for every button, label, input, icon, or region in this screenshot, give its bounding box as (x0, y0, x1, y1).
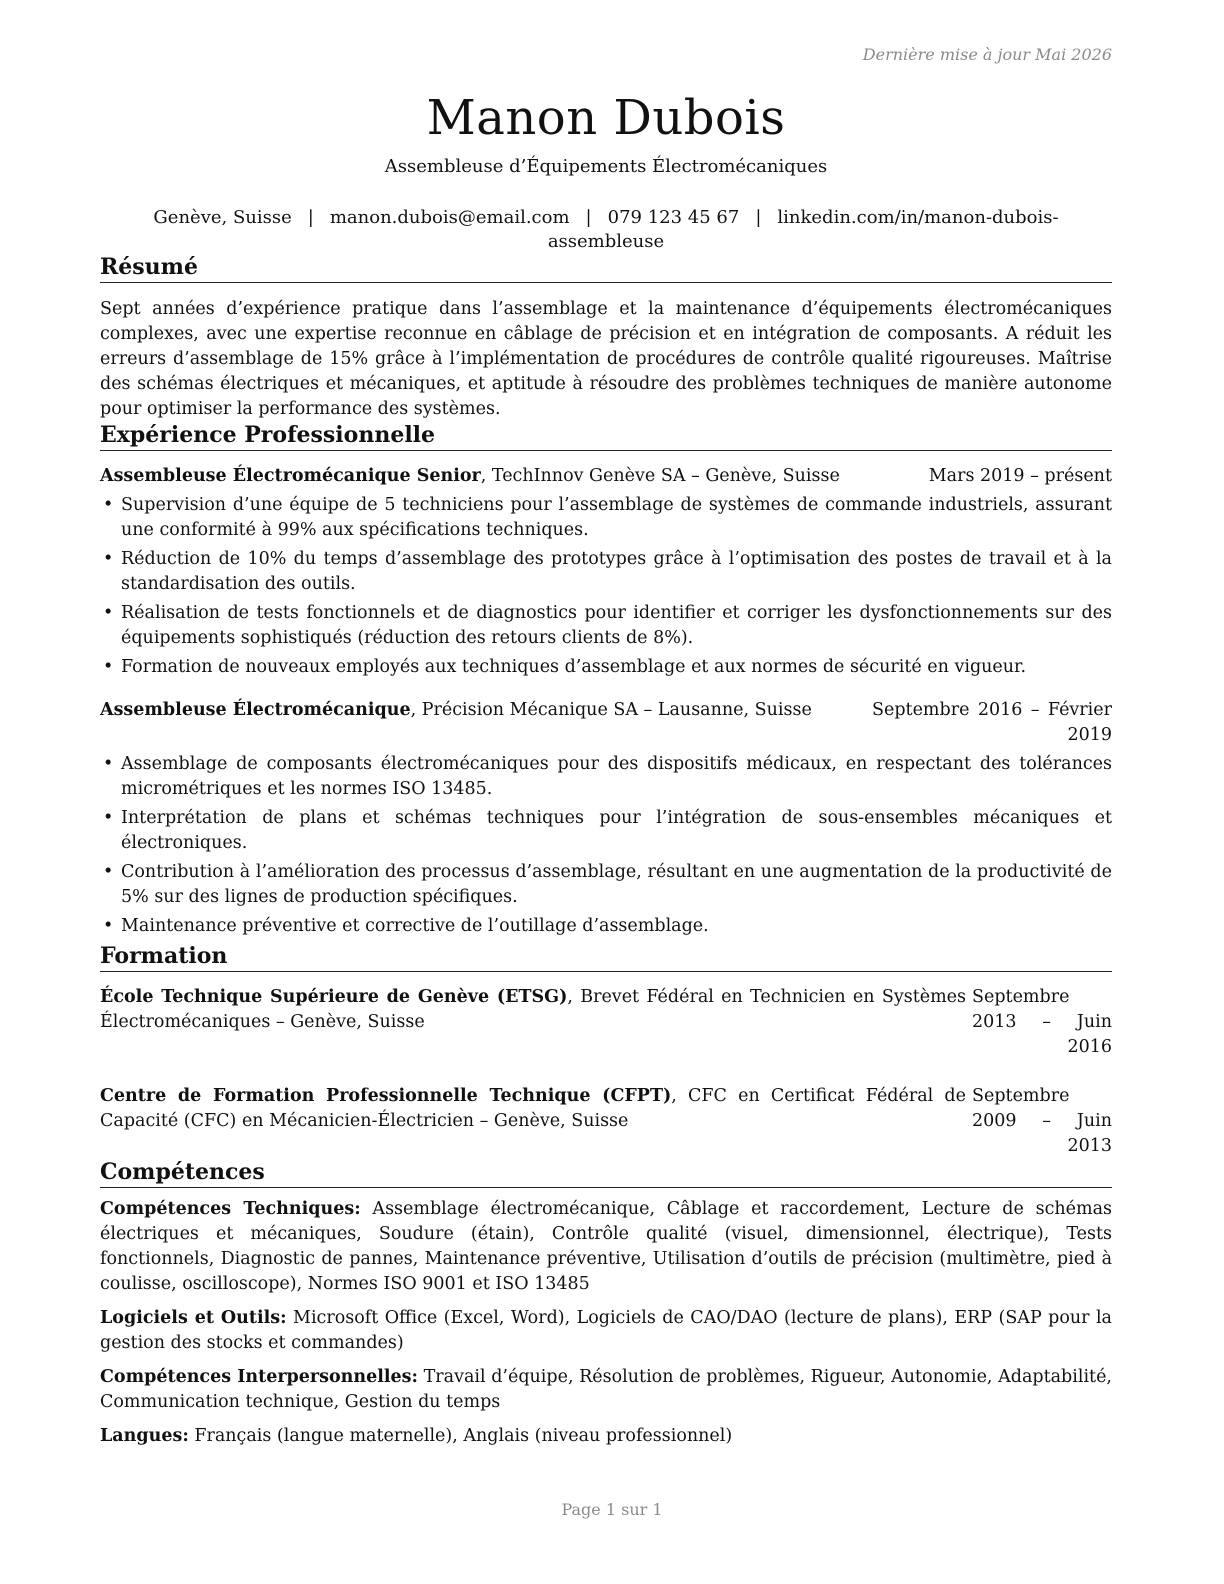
job-dates: Mars 2019 – présent (928, 466, 1112, 486)
job-company: , Précision Mécanique SA – Lausanne, Suisse (410, 700, 812, 720)
bullet-dot: • (103, 549, 114, 569)
section-heading-education: Formation (100, 943, 1112, 972)
bullet-dot: • (103, 603, 114, 623)
job-header (100, 698, 1112, 748)
job-dates: Septembre 2016 – Février 2019 (872, 700, 1112, 745)
skill-text: Français (langue maternelle), Anglais (niveau professionnel) (188, 1426, 733, 1446)
education-entry (100, 1084, 1112, 1159)
job-company: , TechInnov Genève SA – Genève, Suisse (480, 466, 840, 486)
bullet-item: • Assemblage de composants électromécaniques pour des dispositifs médicaux, en respectant des tolérances micrométriques et les normes ISO 13485. (103, 754, 1112, 799)
bullet-dot: • (103, 808, 114, 828)
bullet-item: • Contribution à l’amélioration des processus d’assemblage, résultant en une augmentation de la productivité de 5% sur des lignes de production spécifiques. (103, 862, 1112, 907)
bullet-item: • Formation de nouveaux employés aux techniques d’assemblage et aux normes de sécurité en vigueur. (100, 655, 1112, 680)
school-name: École Technique Supérieure de Genève (ETSG) (100, 987, 568, 1007)
contact-line (100, 206, 1112, 254)
skill-label: Compétences Interpersonnelles: (100, 1367, 418, 1387)
bullet-dot: • (103, 862, 114, 882)
skill-text: Assemblage électromécanique, Câblage et raccordement, Lecture de schémas électriques et mécaniques, Soudure (étain), Contrôle qualité (visuel, dimensionnel, électrique), Tests fonctionnels, Diagnostic de pannes, Maintenance préventive, Utilisation d’outils de précision (multimètre, pied à coulisse, oscilloscope), Normes ISO 9001 et ISO 13485 (100, 1199, 1113, 1294)
section-heading-experience: Expérience Professionnelle (100, 422, 1112, 451)
phone: 079 123 45 67 (607, 207, 740, 228)
bullet-item: • Interprétation de plans et schémas techniques pour l’intégration de sous-ensembles mécaniques et électroniques. (103, 808, 1112, 853)
degree-detail: , CFC en Certificat Fédéral de Capacité (CFC) en Mécanicien-Électricien – Genève, Suisse (100, 1086, 966, 1131)
location: Genève, Suisse (153, 207, 292, 228)
separator: | (307, 207, 314, 228)
section-heading-skills: Compétences (100, 1159, 1112, 1188)
education-dates: Septembre 2009 – Juin 2013 (972, 1086, 1112, 1156)
bullet-item: • Réalisation de tests fonctionnels et de diagnostics pour identifier et corriger les dysfonctionnements sur des équipements sophistiqués (réduction des retours clients de 8%). (103, 603, 1112, 648)
separator: | (755, 207, 762, 228)
linkedin-link[interactable]: linkedin.com/in/manon-dubois-assembleuse (547, 207, 1059, 252)
email-link[interactable]: manon.dubois@email.com (329, 207, 570, 228)
education-dates: Septembre 2013 – Juin 2016 (972, 987, 1112, 1057)
bullet-dot: • (103, 754, 114, 774)
job-entry (100, 698, 1112, 939)
candidate-name: Manon Dubois (426, 90, 786, 146)
bullet-item: • Maintenance préventive et corrective de l’outillage d’assemblage. (100, 914, 1112, 939)
bullet-dot: • (103, 657, 114, 677)
job-role: Assembleuse Électromécanique (100, 700, 411, 720)
skill-group-software (100, 1306, 1112, 1356)
bullet-dot: • (103, 916, 114, 936)
resume-text: Sept années d’expérience pratique dans l’assemblage et la maintenance d’équipements électromécaniques complexes, avec une expertise reconnue en câblage de précision et en intégration de composants. A réduit les erreurs d’assemblage de 15% grâce à l’implémentation de procédures de contrôle qualité rigoureuses. Maîtrise des schémas électriques et mécaniques, et aptitude à résoudre des problèmes techniques de manière autonome pour optimiser la performance des systèmes. (100, 299, 1112, 419)
bullet-dot: • (103, 495, 114, 515)
bullet-item: • Réduction de 10% du temps d’assemblage des prototypes grâce à l’optimisation des postes de travail et à la standardisation des outils. (103, 549, 1112, 594)
skill-label: Compétences Techniques: (100, 1199, 361, 1219)
page-number: Page 1 sur 1 (561, 1500, 663, 1519)
degree-detail: , Brevet Fédéral en Technicien en Systèmes Électromécaniques – Genève, Suisse (100, 987, 967, 1032)
bullet-item: • Supervision d’une équipe de 5 techniciens pour l’assemblage de systèmes de commande industriels, assurant une conformité à 99% aux spécifications techniques. (103, 495, 1112, 540)
separator: | (585, 207, 592, 228)
job-bullets (100, 493, 1112, 680)
education-entry (100, 985, 1112, 1060)
skill-label: Logiciels et Outils: (100, 1308, 287, 1328)
job-header (100, 464, 1112, 489)
school-name: Centre de Formation Professionnelle Technique (CFPT) (100, 1086, 672, 1106)
skill-group-interpersonal (100, 1365, 1112, 1415)
skill-label: Langues: (100, 1426, 189, 1446)
job-entry (100, 464, 1112, 680)
skill-group-technical (100, 1197, 1112, 1297)
job-bullets (100, 752, 1112, 939)
section-heading-resume: Résumé (100, 254, 1112, 283)
job-role: Assembleuse Électromécanique Senior (100, 466, 481, 486)
last-updated: Dernière mise à jour Mai 2026 (862, 45, 1112, 64)
skill-text: Travail d’équipe, Résolution de problèmes, Rigueur, Autonomie, Adaptabilité, Communication technique, Gestion du temps (100, 1367, 1112, 1412)
skill-text: Microsoft Office (Excel, Word), Logiciels de CAO/DAO (lecture de plans), ERP (SAP pour la gestion des stocks et commandes) (100, 1308, 1112, 1353)
skill-group-languages (100, 1424, 1112, 1449)
job-title: Assembleuse d’Équipements Électromécaniques (384, 156, 828, 177)
